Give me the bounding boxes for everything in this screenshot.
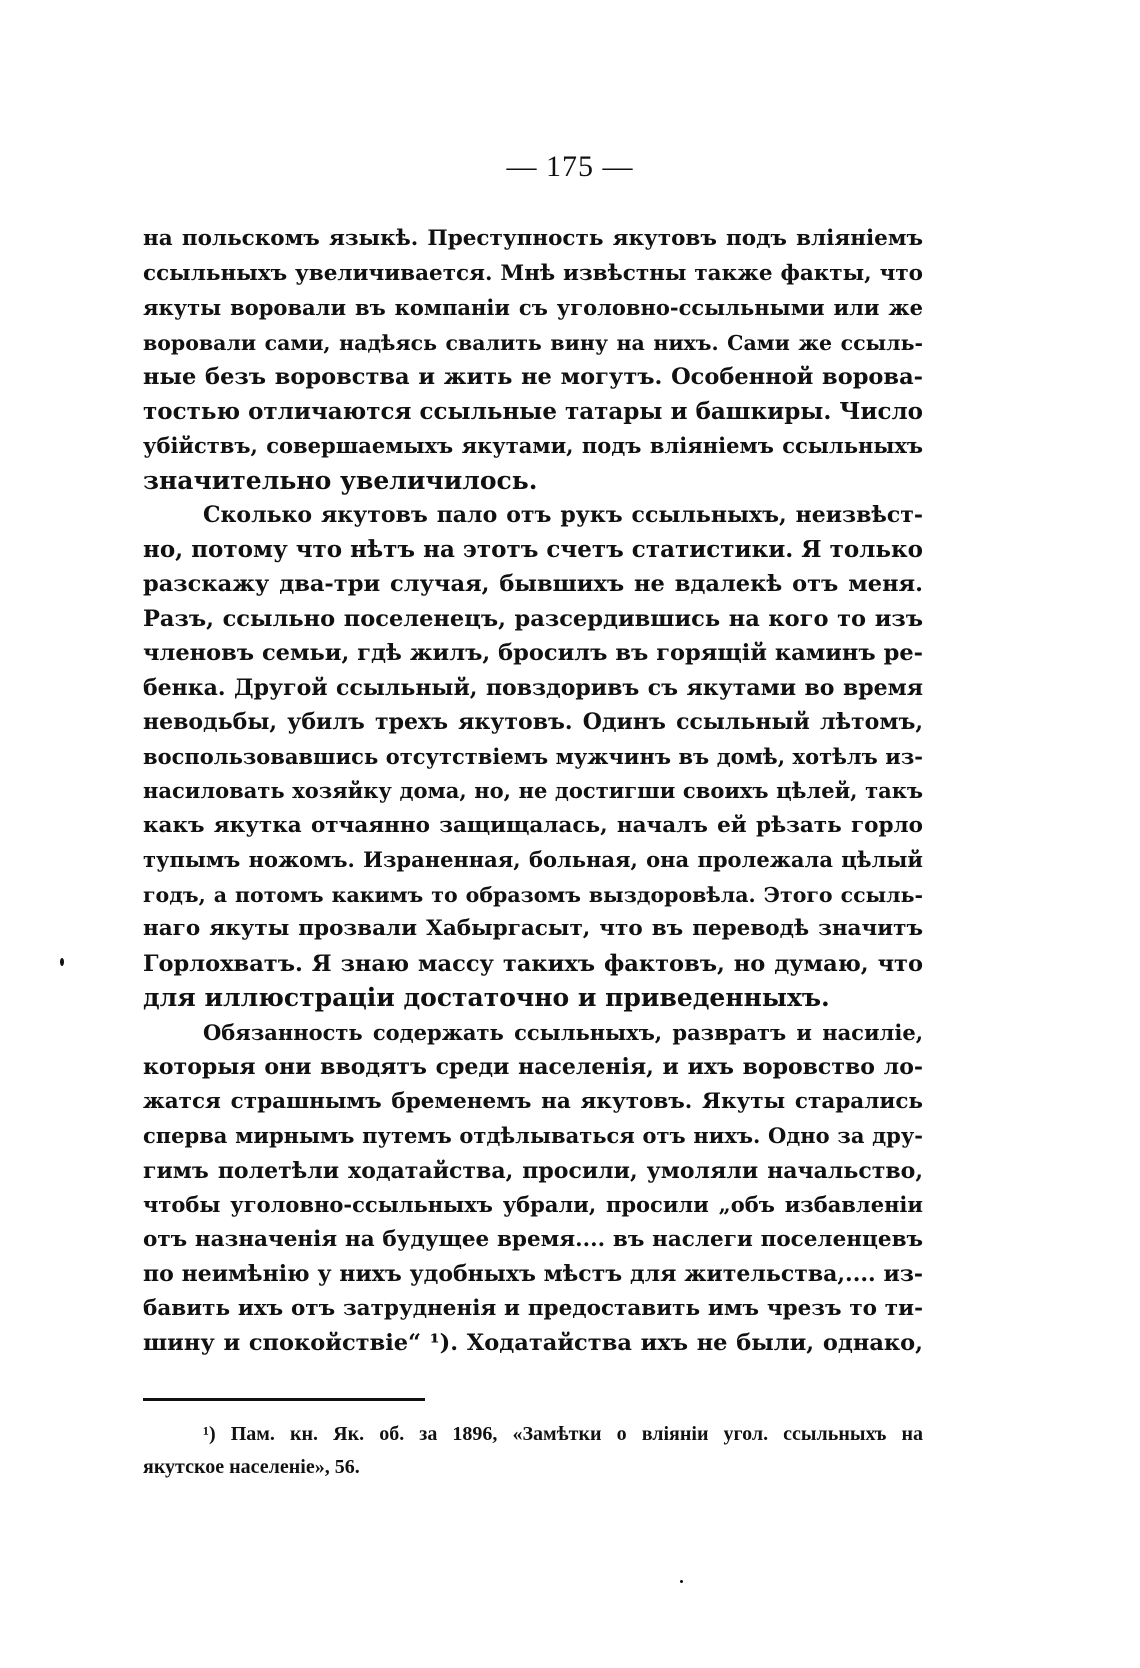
text-line: Обязанность содержать ссыльныхъ, развратъ и насиліе, [203, 1019, 923, 1045]
text-line: гимъ полетѣли ходатайства, просили, умоляли начальство, [143, 1157, 923, 1184]
scan-speck [60, 958, 64, 966]
text-line: тостью отличаются ссыльные татары и башкиры. Число [143, 397, 923, 425]
text-line: воровали сами, надѣясь свалить вину на нихъ. Сами же ссыль- [143, 330, 923, 355]
text-line: воспользовавшись отсутствіемъ мужчинъ въ домѣ, хотѣлъ из- [143, 743, 923, 769]
text-line: ссыльныхъ увеличивается. Мнѣ извѣстны также факты, что [143, 260, 923, 286]
text-line: чтобы уголовно-ссыльныхъ убрали, просили „объ избавленіи [143, 1192, 923, 1217]
text-line: Сколько якутовъ пало отъ рукъ ссыльныхъ, неизвѣст- [203, 502, 923, 528]
text-line: шину и спокойствіе“ ¹). Ходатайства ихъ не были, однако, [143, 1330, 923, 1356]
text-line: насиловать хозяйку дома, но, не достигши своихъ цѣлей, такъ [143, 778, 923, 803]
text-line: членовъ семьи, гдѣ жилъ, бросилъ въ горящій каминъ ре- [143, 640, 923, 666]
text-line: на польскомъ языкѣ. Преступность якутовъ подъ вліяніемъ [143, 226, 923, 251]
footnote-divider [143, 1398, 425, 1401]
text-line: тупымъ ножомъ. Израненная, больная, она пролежала цѣлый [143, 847, 923, 872]
text-line: какъ якутка отчаянно защищалась, началъ ей рѣзать горло [143, 812, 923, 838]
text-line: ные безъ воровства и жить не могутъ. Особенной ворова- [143, 364, 923, 390]
text-line: Разъ, ссыльно поселенецъ, разсердившись на кого то изъ [143, 605, 923, 632]
footnote [143, 1418, 923, 1484]
text-line: годъ, а потомъ какимъ то образомъ выздоровѣла. Этого ссыль- [143, 882, 923, 907]
text-line: жатся страшнымъ бременемъ на якутовъ. Якуты старались [143, 1088, 923, 1114]
text-line: отъ назначенія на будущее время.... въ наслеги поселенцевъ [143, 1226, 923, 1252]
text-line: разскажу два-три случая, бывшихъ не вдалекѣ отъ меня. [143, 571, 923, 597]
text-line: сперва мирнымъ путемъ отдѣлываться отъ нихъ. Одно за дру- [143, 1123, 923, 1148]
text-line: которыя они вводятъ среди населенія, и ихъ воровство ло- [143, 1054, 923, 1080]
text-line: по неимѣнію у нихъ удобныхъ мѣстъ для жительства,.... из- [143, 1261, 923, 1287]
text-line: Горлохватъ. Я знаю массу такихъ фактовъ, но думаю, что [143, 950, 923, 977]
body-text [143, 222, 923, 1361]
page-number: — 175 — [506, 150, 634, 183]
text-line: наго якуты прозвали Хабыргасыт, что въ переводѣ значитъ [143, 916, 923, 941]
text-line: неводьбы, убилъ трехъ якутовъ. Одинъ ссыльный лѣтомъ, [143, 709, 923, 735]
text-line: бавить ихъ отъ затрудненія и предоставить имъ чрезъ то ти- [143, 1295, 923, 1321]
text-line: для иллюстраціи достаточно и приведенныхъ. [143, 983, 830, 1012]
scan-speck [680, 1580, 683, 1583]
text-line: якуты воровали въ компаніи съ уголовно-ссыльными или же [143, 295, 923, 320]
text-line: значительно увеличилось. [143, 465, 538, 495]
text-line: но, потому что нѣтъ на этотъ счетъ статистики. Я только [143, 535, 923, 563]
text-line: бенка. Другой ссыльный, повздоривъ съ якутами во время [143, 674, 923, 701]
footnote-line: ¹) Пам. кн. Як. об. за 1896, «Замѣтки о вліяніи угол. ссыльныхъ на [203, 1423, 923, 1445]
text-line: убійствъ, совершаемыхъ якутами, подъ вліяніемъ ссыльныхъ [143, 433, 923, 458]
footnote-line: якутское населеніе», 56. [143, 1456, 360, 1478]
